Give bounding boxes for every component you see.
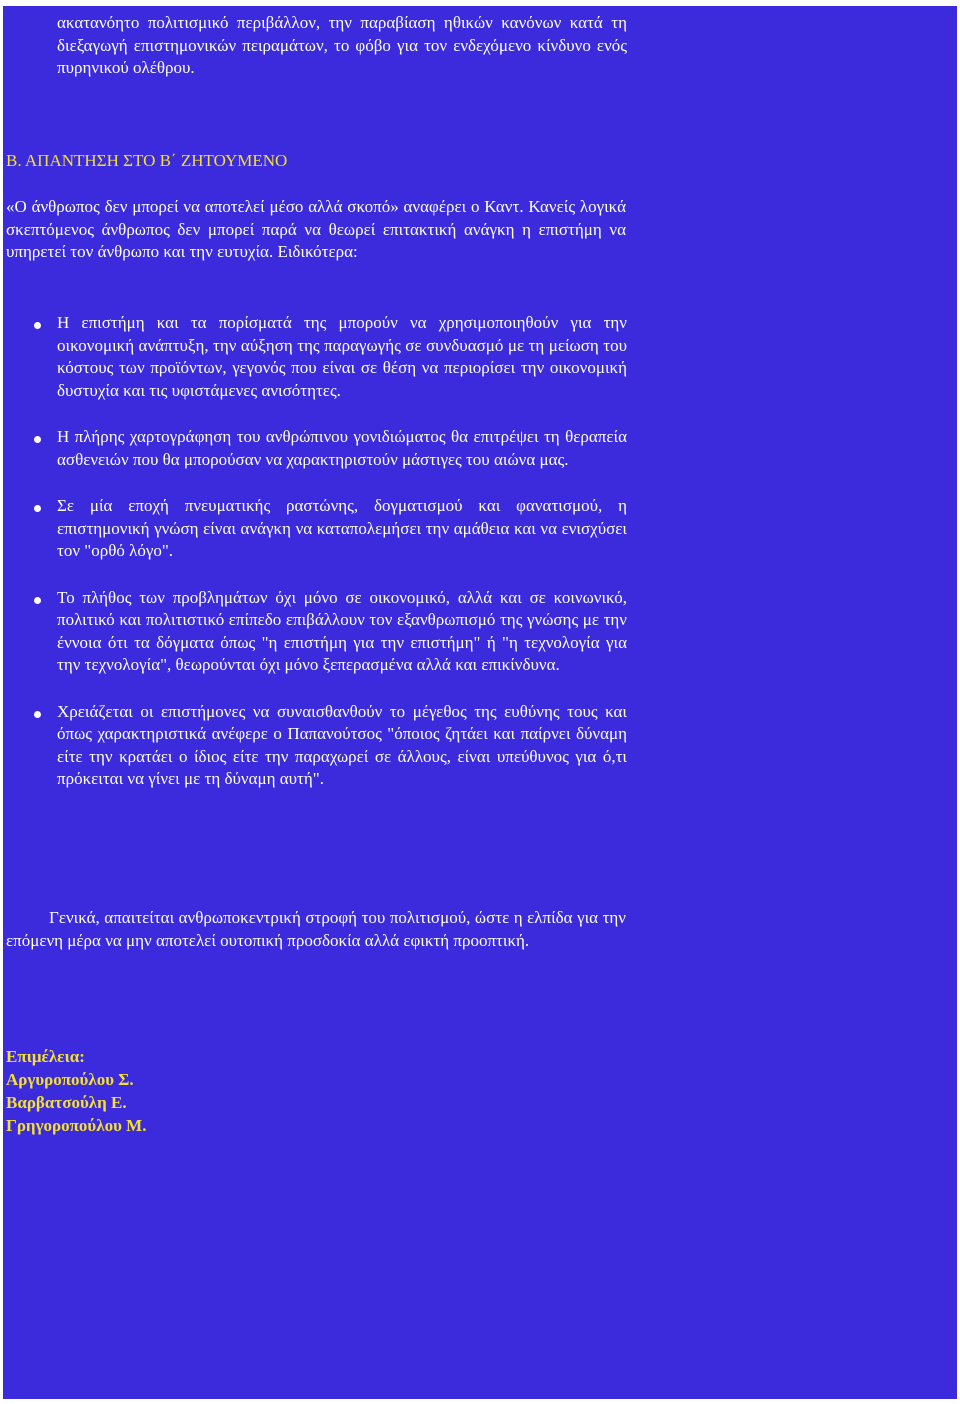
list-item [3, 495, 627, 563]
bullet-text: Η πλήρης χαρτογράφηση του ανθρώπινου γονιδιώματος θα επιτρέψει τη θεραπεία ασθενειών που θα μπορούσαν να χαρακτηριστούν μάστιγες του αιώνα μας. [57, 427, 627, 469]
main-paragraph: «Ο άνθρωπος δεν μπορεί να αποτελεί μέσο αλλά σκοπό» αναφέρει ο Καντ. Κανείς λογικά σκεπτόμενος άνθρωπος δεν μπορεί παρά να θεωρεί επιτακτική ανάγκη η επιστήμη να υπηρετεί τον άνθρωπο και την ευτυχία. Ειδικότερα: [6, 197, 626, 261]
credits-name: Γρηγοροπούλου Μ. [6, 1116, 147, 1135]
intro-continuation-paragraph: ακατανόητο πολιτισμικό περιβάλλον, την παραβίαση ηθικών κανόνων κατά τη διεξαγωγή επιστημονικών πειραμάτων, το φόβο για τον ενδεχόμενο κίνδυνο ενός πυρηνικού ολέθρου. [57, 13, 627, 77]
credits-name: Αργυροπούλου Σ. [6, 1070, 134, 1089]
list-item [3, 426, 627, 471]
section-heading: Β. ΑΠΑΝΤΗΣΗ ΣΤΟ Β΄ ΖΗΤΟΥΜΕΝΟ [6, 151, 288, 170]
credits-label: Επιμέλεια: [6, 1047, 85, 1066]
document-page [3, 6, 957, 1399]
conclusion-paragraph: Γενικά, απαιτείται ανθρωποκεντρική στροφή του πολιτισμού, ώστε η ελπίδα για την επόμενη μέρα να μην αποτελεί ουτοπική προσδοκία αλλά εφικτή προοπτική. [6, 908, 626, 950]
bullet-text: Η επιστήμη και τα πορίσματά της μπορούν να χρησιμοποιηθούν για την οικονομική ανάπτυξη, την αύξηση της παραγωγής σε συνδυασμό με τη μείωση του κόστους των προϊόντων, γεγονός που είναι σε θέση να περιορίσει την οικονομική δυστυχία και τις υφιστάμενες ανισότητες. [57, 313, 627, 400]
bullet-text: Το πλήθος των προβλημάτων όχι μόνο σε οικονομικό, αλλά και σε κοινωνικό, πολιτικό και πολιτιστικό επίπεδο επιβάλλουν τον εξανθρωπισμό της γνώσης με την έννοια ότι τα δόγματα όπως "η επιστήμη για την επιστήμη" ή "η τεχνολογία για την τεχνολογία", θεωρούνται όχι μόνο ξεπερασμένα αλλά και επικίνδυνα. [57, 587, 627, 674]
bullet-dot-icon [34, 505, 41, 512]
bullet-list [3, 312, 663, 815]
credits-name: Βαρβατσούλη Ε. [6, 1093, 127, 1112]
bullet-text: Χρειάζεται οι επιστήμονες να συναισθανθούν το μέγεθος της ευθύνης τους και όπως χαρακτηριστικά ανέφερε ο Παπανούτσος "όποιος ζητάει και παίρνει δύναμη είτε την κρατάει ο ίδιος είτε την παραχωρεί σε άλλους, είναι υπεύθυνος για ό,τι πρόκειται να γίνει με τη δύναμη αυτή". [57, 701, 627, 788]
bullet-dot-icon [34, 322, 41, 329]
list-item [3, 312, 627, 402]
list-item [3, 587, 627, 677]
bullet-dot-icon [34, 597, 41, 604]
bullet-text: Σε μία εποχή πνευματικής ραστώνης, δογματισμού και φανατισμού, η επιστημονική γνώση είναι ανάγκη να καταπολεμήσει την αμάθεια και να ενισχύσει τον "ορθό λόγο". [57, 496, 627, 560]
bullet-dot-icon [34, 436, 41, 443]
credits-block [6, 1045, 146, 1137]
bullet-dot-icon [34, 711, 41, 718]
list-item [3, 701, 627, 791]
